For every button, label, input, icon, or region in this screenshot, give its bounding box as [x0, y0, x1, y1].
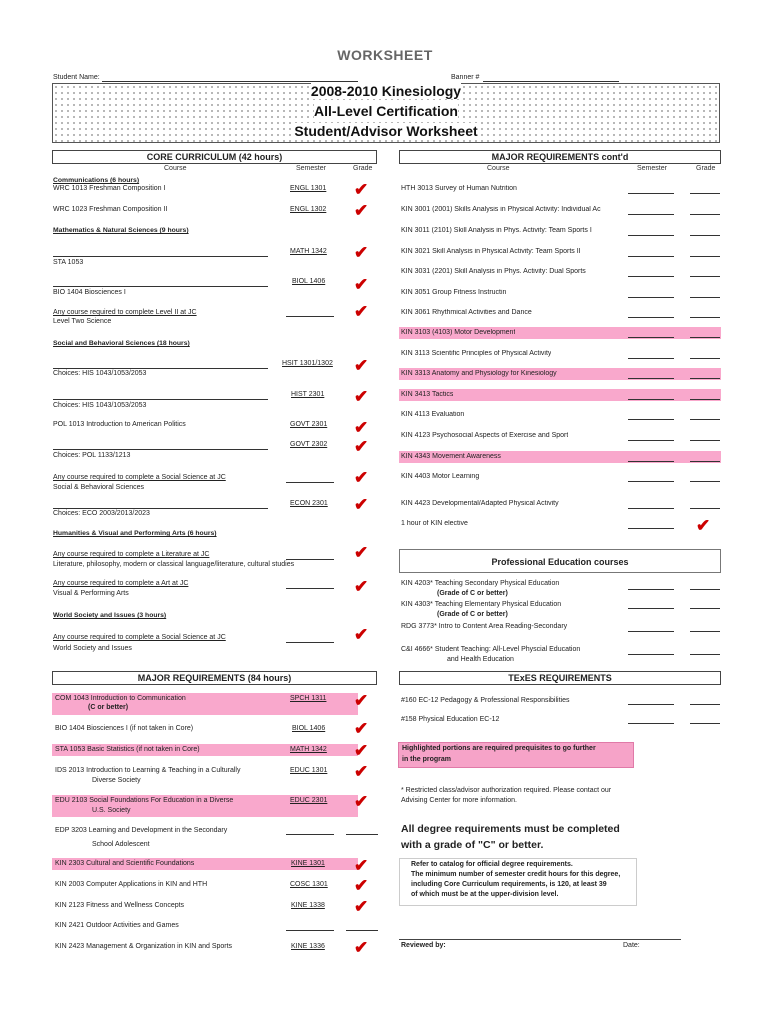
date-label: Date:: [623, 942, 640, 949]
semester-blank[interactable]: [628, 378, 674, 379]
degree-note-a: All degree requirements must be completed: [401, 823, 620, 835]
grade-blank[interactable]: [690, 589, 720, 590]
check-icon: ✔: [354, 275, 369, 294]
core-col-course: Course: [164, 165, 187, 172]
check-icon: ✔: [354, 302, 369, 321]
prof-row: KIN 4303* Teaching Elementary Physical Education: [401, 601, 562, 608]
grade-blank[interactable]: [690, 358, 720, 359]
major-header: MAJOR REQUIREMENTS (84 hours): [52, 671, 377, 685]
texes-row: #160 EC-12 Pedagogy & Professional Responsibilities: [401, 697, 570, 704]
major-row-semester: KINE 1338: [291, 902, 325, 909]
check-icon: ✔: [354, 876, 369, 895]
semester-blank[interactable]: [628, 440, 674, 441]
math-heading: Mathematics & Natural Sciences (9 hours): [53, 227, 189, 234]
catalog-line: The minimum number of semester credit hours for this degree,: [411, 871, 621, 878]
choices-4: Choices: ECO 2003/2013/2023: [53, 510, 150, 517]
contd-row-course: KIN 3313 Anatomy and Physiology for Kinesiology: [401, 370, 557, 377]
semester-blank[interactable]: [628, 214, 674, 215]
econ-semester: ECON 2301: [290, 500, 328, 507]
semester-blank[interactable]: [628, 461, 674, 462]
level2-semester-blank[interactable]: [286, 316, 334, 317]
check-icon: ✔: [696, 516, 711, 535]
contd-row-course: KIN 4423 Developmental/Adapted Physical Activity: [401, 500, 559, 507]
review-signature-line[interactable]: [399, 939, 681, 940]
major-row-semester: SPCH 1311: [290, 695, 327, 702]
major-row-course: KIN 2123 Fitness and Wellness Concepts: [55, 902, 185, 909]
prof-row-sub: (Grade of C or better): [437, 590, 508, 597]
major-contd-header: MAJOR REQUIREMENTS cont'd: [399, 150, 721, 164]
prof-row: RDG 3773* Intro to Content Area Reading-Secondary: [401, 623, 568, 630]
contd-row-course: HTH 3013 Survey of Human Nutrition: [401, 185, 517, 192]
grade-blank[interactable]: [690, 608, 720, 609]
core-row-course: WRC 1013 Freshman Composition I: [53, 185, 166, 192]
semester-blank[interactable]: [628, 631, 674, 632]
grade-blank[interactable]: [690, 235, 720, 236]
highlight-note-a: Highlighted portions are required prequisites to go further: [402, 745, 596, 752]
catalog-line: Refer to catalog for official degree requirements.: [411, 861, 573, 868]
art-semester-blank[interactable]: [286, 588, 334, 589]
socsci-semester-blank[interactable]: [286, 482, 334, 483]
major-row-course: EDU 2103 Social Foundations For Education in a Diverse: [55, 797, 234, 804]
restricted-note-a: * Restricted class/advisor authorization required. Please contact our: [401, 787, 612, 794]
check-icon: ✔: [354, 577, 369, 596]
lit-line-b: Literature, philosophy, modern or classical language/literature, cultural studies: [53, 561, 295, 568]
major-row-sub: (C or better): [88, 704, 129, 711]
grade-blank[interactable]: [690, 378, 720, 379]
major-row-course: STA 1053 Basic Statistics (if not taken in Core): [55, 746, 200, 753]
govt-blank[interactable]: [53, 449, 268, 450]
prof-row: KIN 4203* Teaching Secondary Physical Education: [401, 580, 560, 587]
major-row-semester: KINE 1301: [291, 860, 325, 867]
major-row-course: KIN 2423 Management & Organization in KIN and Sports: [55, 943, 233, 950]
semester-blank[interactable]: [286, 834, 334, 835]
hist-blank[interactable]: [53, 399, 268, 400]
major-row-semester: KINE 1336: [291, 943, 325, 950]
socsci-line-a: Any course required to complete a Social Science at JC: [53, 474, 226, 481]
title-line-3: Student/Advisor Worksheet: [294, 123, 478, 139]
grade-blank[interactable]: [346, 930, 378, 931]
major-row-course: IDS 2013 Introduction to Learning & Teaching in a Culturally: [55, 767, 241, 774]
semester-blank[interactable]: [628, 317, 674, 318]
contd-row-course: KIN 3103 (4103) Motor Development: [401, 329, 516, 336]
contd-row-course: KIN 3113 Scientific Principles of Physical Activity: [401, 350, 552, 357]
socsci-line-b: Social & Behavioral Sciences: [53, 484, 145, 491]
check-icon: ✔: [354, 762, 369, 781]
choices-3: Choices: POL 1133/1213: [53, 452, 131, 459]
grade-blank[interactable]: [690, 214, 720, 215]
major-row-course: KIN 2303 Cultural and Scientific Foundations: [55, 860, 195, 867]
semester-blank[interactable]: [628, 419, 674, 420]
contd-row-course: KIN 3011 (2101) Skill Analysis in Phys. Activity: Team Sports I: [401, 227, 592, 234]
grade-blank[interactable]: [690, 508, 720, 509]
lit-semester-blank[interactable]: [286, 559, 334, 560]
contd-row-course: KIN 4403 Motor Learning: [401, 473, 480, 480]
semester-blank[interactable]: [628, 528, 674, 529]
semester-blank[interactable]: [628, 297, 674, 298]
major-row-course: KIN 2421 Outdoor Activities and Games: [55, 922, 179, 929]
econ-blank[interactable]: [53, 508, 268, 509]
math-semester: MATH 1342: [290, 248, 327, 255]
semester-blank[interactable]: [628, 704, 674, 705]
grade-blank[interactable]: [690, 399, 720, 400]
grade-blank[interactable]: [690, 631, 720, 632]
world-line-a: Any course required to complete a Social Science at JC: [53, 634, 226, 641]
core-row-semester: ENGL 1302: [290, 206, 327, 213]
biol-semester: BIOL 1406: [292, 278, 326, 285]
contd-row-course: KIN 3021 Skill Analysis in Physical Activity: Team Sports II: [401, 248, 581, 255]
texes-row: #158 Physical Education EC-12: [401, 716, 500, 723]
contd-row-course: KIN 3031 (2201) Skill Analysis in Phys. Activity: Dual Sports: [401, 268, 586, 275]
check-icon: ✔: [354, 418, 369, 437]
check-icon: ✔: [354, 792, 369, 811]
govt1-semester: GOVT 2301: [290, 421, 328, 428]
grade-blank[interactable]: [690, 256, 720, 257]
check-icon: ✔: [354, 180, 369, 199]
lit-line-a: Any course required to complete a Literature at JC: [53, 551, 210, 558]
semester-blank[interactable]: [628, 235, 674, 236]
check-icon: ✔: [354, 691, 369, 710]
grade-blank[interactable]: [690, 440, 720, 441]
core-row-course: WRC 1023 Freshman Composition II: [53, 206, 168, 213]
prof-row-sub: (Grade of C or better): [437, 611, 508, 618]
major-row-sub: U.S. Society: [92, 807, 131, 814]
core-col-semester: Semester: [296, 165, 326, 172]
core-header: CORE CURRICULUM (42 hours): [52, 150, 377, 164]
student-name-field[interactable]: [102, 81, 358, 82]
check-icon: ✔: [354, 201, 369, 220]
prof-row-sub: and Health Education: [447, 656, 514, 663]
world-line-b: World Society and Issues: [53, 645, 132, 652]
semester-blank[interactable]: [628, 337, 674, 338]
texes-header: TExES REQUIREMENTS: [399, 671, 721, 685]
sta-label: STA 1053: [53, 259, 84, 266]
contd-row-course: KIN 3051 Group Fitness Instructin: [401, 289, 507, 296]
math-blank[interactable]: [53, 256, 268, 257]
semester-blank[interactable]: [286, 930, 334, 931]
major-row-semester: EDUC 1301: [290, 767, 328, 774]
comm-heading: Communications (6 hours): [53, 177, 140, 184]
title-line-1: 2008-2010 Kinesiology: [310, 83, 462, 99]
degree-note-b: with a grade of "C" or better.: [401, 839, 544, 851]
check-icon: ✔: [354, 625, 369, 644]
contd-row-course: KIN 3413 Tactics: [401, 391, 454, 398]
grade-blank[interactable]: [690, 193, 720, 194]
semester-blank[interactable]: [628, 358, 674, 359]
level2-line-a: Any course required to complete Level II at JC: [53, 309, 197, 316]
semester-blank[interactable]: [628, 399, 674, 400]
highlight-note-b: in the program: [402, 756, 452, 763]
semester-blank[interactable]: [628, 608, 674, 609]
check-icon: ✔: [354, 495, 369, 514]
art-line-a: Any course required to complete a Art at JC: [53, 580, 189, 587]
semester-blank[interactable]: [628, 508, 674, 509]
choices-1: Choices: HIS 1043/1053/2053: [53, 370, 147, 377]
reviewed-label: Reviewed by:: [401, 942, 446, 949]
grade-blank[interactable]: [346, 834, 378, 835]
grade-blank[interactable]: [690, 481, 720, 482]
semester-blank[interactable]: [628, 193, 674, 194]
semester-blank[interactable]: [628, 589, 674, 590]
check-icon: ✔: [354, 543, 369, 562]
contd-col-semester: Semester: [637, 165, 667, 172]
grade-blank[interactable]: [690, 461, 720, 462]
bio-label: BIO 1404 Biosciences I: [53, 289, 126, 296]
grade-blank[interactable]: [690, 337, 720, 338]
grade-blank[interactable]: [690, 704, 720, 705]
check-icon: ✔: [354, 387, 369, 406]
check-icon: ✔: [354, 856, 369, 875]
major-row-semester: COSC 1301: [290, 881, 328, 888]
art-line-b: Visual & Performing Arts: [53, 590, 129, 597]
check-icon: ✔: [354, 437, 369, 456]
catalog-line: of which must be at the upper-division level.: [411, 891, 559, 898]
hist-semester: HIST 2301: [291, 391, 325, 398]
contd-row-course: KIN 4123 Psychosocial Aspects of Exercise and Sport: [401, 432, 569, 439]
catalog-line: including Core Curriculum requirements, is 120, at least 39: [411, 881, 607, 888]
semester-blank[interactable]: [628, 256, 674, 257]
title-line-2: All-Level Certification: [314, 103, 458, 119]
grade-blank[interactable]: [690, 654, 720, 655]
contd-row-course: 1 hour of KIN elective: [401, 520, 468, 527]
grade-blank[interactable]: [690, 723, 720, 724]
grade-blank[interactable]: [690, 317, 720, 318]
semester-blank[interactable]: [628, 276, 674, 277]
core-row-semester: ENGL 1301: [290, 185, 327, 192]
semester-blank[interactable]: [628, 481, 674, 482]
pol-label: POL 1013 Introduction to American Politics: [53, 421, 186, 428]
major-row-sub: Diverse Society: [92, 777, 141, 784]
major-row-sub: School Adolescent: [92, 841, 150, 848]
level2-line-b: Level Two Science: [53, 318, 112, 325]
worksheet-title: WORKSHEET: [337, 47, 433, 63]
major-row-course: KIN 2003 Computer Applications in KIN and HTH: [55, 881, 208, 888]
check-icon: ✔: [354, 356, 369, 375]
banner-field[interactable]: [483, 81, 619, 82]
check-icon: ✔: [354, 243, 369, 262]
grade-blank[interactable]: [690, 297, 720, 298]
contd-col-course: Course: [487, 165, 510, 172]
contd-col-grade: Grade: [696, 165, 716, 172]
prof-row: C&I 4666* Student Teaching: All-Level Physcial Education: [401, 646, 581, 653]
grade-blank[interactable]: [690, 419, 720, 420]
humanities-heading: Humanities & Visual and Performing Arts (6 hours): [53, 530, 217, 537]
check-icon: ✔: [354, 719, 369, 738]
choices-2: Choices: HIS 1043/1053/2053: [53, 402, 147, 409]
banner-label: Banner #: [451, 74, 480, 81]
check-icon: ✔: [354, 741, 369, 760]
prof-header: Professional Education courses: [399, 549, 721, 573]
semester-blank[interactable]: [628, 654, 674, 655]
contd-row-course: KIN 3061 Rhythmical Activities and Dance: [401, 309, 532, 316]
major-row-semester: BIOL 1406: [292, 725, 326, 732]
grade-blank[interactable]: [690, 276, 720, 277]
world-semester-blank[interactable]: [286, 642, 334, 643]
student-name-label: Student Name:: [53, 74, 100, 81]
major-row-course: EDP 3203 Learning and Development in the Secondary: [55, 827, 228, 834]
govt2-semester: GOVT 2302: [290, 441, 328, 448]
check-icon: ✔: [354, 938, 369, 957]
social-heading: Social and Behavioral Sciences (18 hours): [53, 340, 190, 347]
major-row-semester: EDUC 2301: [290, 797, 328, 804]
check-icon: ✔: [354, 468, 369, 487]
world-heading: World Society and Issues (3 hours): [53, 612, 167, 619]
semester-blank[interactable]: [628, 723, 674, 724]
hsit-blank[interactable]: [53, 368, 268, 369]
restricted-note-b: Advising Center for more information.: [401, 797, 517, 804]
core-col-grade: Grade: [353, 165, 373, 172]
contd-row-course: KIN 3001 (2001) Skills Analysis in Physical Activity: Individual Ac: [401, 206, 601, 213]
bio-blank[interactable]: [53, 286, 268, 287]
check-icon: ✔: [354, 897, 369, 916]
contd-row-course: KIN 4113 Evaluation: [401, 411, 465, 418]
hsit-semester: HSIT 1301/1302: [282, 360, 333, 367]
major-row-course: COM 1043 Introduction to Communication: [55, 695, 186, 702]
major-row-course: BIO 1404 Biosciences I (if not taken in Core): [55, 725, 194, 732]
contd-row-course: KIN 4343 Movement Awareness: [401, 453, 501, 460]
major-row-semester: MATH 1342: [290, 746, 327, 753]
